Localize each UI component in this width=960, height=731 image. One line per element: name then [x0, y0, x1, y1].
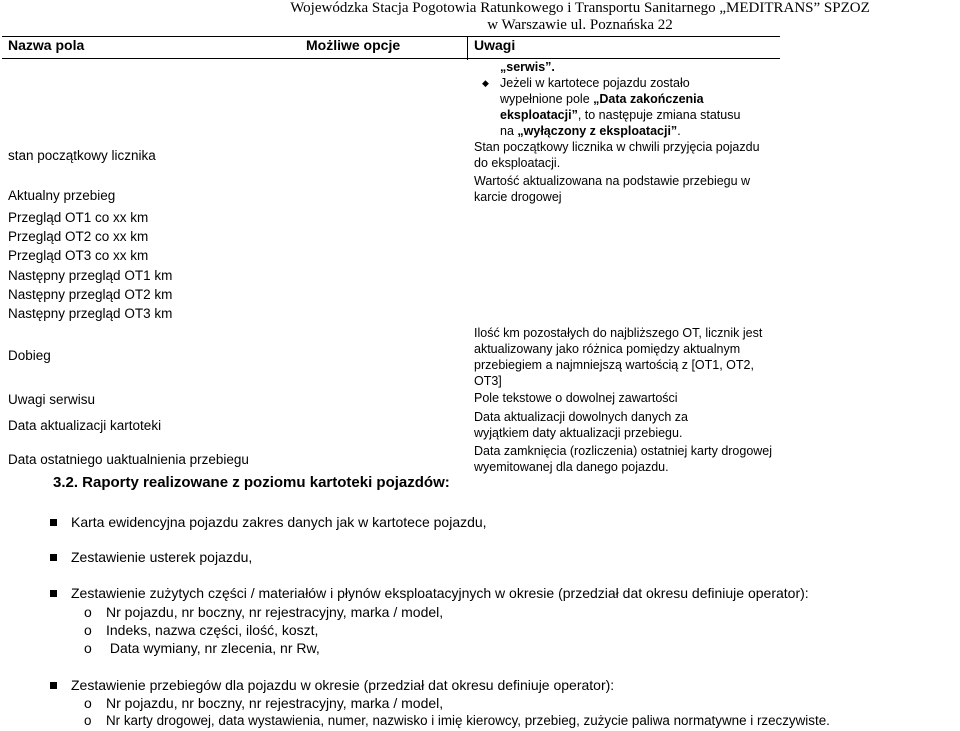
row-note: Stan początkowy licznika w chwili przyjęcia pojazdu do eksploatacji.	[474, 140, 760, 170]
row-note: Data aktualizacji dowolnych danych za wyjątkiem daty aktualizacji przebiegu.	[474, 410, 689, 440]
sub-marker: o	[84, 622, 92, 638]
row-name: Aktualny przebieg	[8, 188, 116, 203]
report-sub-text: Nr pojazdu, nr boczny, nr rejestracyjny, marka / model,	[106, 695, 444, 711]
square-bullet-icon	[50, 590, 57, 597]
column-header-notes: Uwagi	[474, 37, 516, 53]
report-bullet	[50, 584, 809, 602]
report-sub-text: Data wymiany, nr zlecenia, nr Rw,	[106, 640, 320, 656]
sub-marker: o	[84, 695, 92, 711]
report-bullet	[50, 676, 614, 694]
section-title: 3.2. Raporty realizowane z poziomu kartoteki pojazdów:	[53, 474, 450, 491]
top-note-bold-2: „wyłączony z eksploatacji”	[517, 124, 678, 138]
report-sub-item	[84, 621, 318, 639]
report-sub-item	[84, 694, 443, 712]
sub-marker: o	[84, 604, 92, 620]
square-bullet-icon	[50, 519, 57, 526]
row-name: Data ostatniego uaktualnienia przebiegu	[8, 452, 249, 467]
document-header	[270, 0, 890, 34]
row-name: Dobieg	[8, 348, 51, 363]
top-note-bullet-pre: Jeżeli w kartotece pojazdu zostało wypełnione pole	[500, 76, 690, 106]
report-sub-text: Indeks, nazwa części, ilość, koszt,	[106, 622, 319, 638]
report-sub-text: Nr karty drogowej, data wystawienia, numer, nazwisko i imię kierowcy, przebieg, zużycie paliwa normatywne i rzeczywiste.	[106, 713, 830, 728]
top-note-bullet	[480, 75, 750, 139]
report-bullet-text: Karta ewidencyjna pojazdu zakres danych jak w kartotece pojazdu,	[71, 514, 487, 530]
report-sub-item	[84, 603, 443, 621]
report-bullet	[50, 548, 252, 566]
row-name: Przegląd OT2 co xx km	[8, 229, 149, 244]
report-sub-item	[84, 639, 320, 657]
sub-marker: o	[84, 713, 92, 728]
row-name: Następny przegląd OT2 km	[8, 287, 173, 302]
report-bullet-text: Zestawienie przebiegów dla pojazdu w okresie (przedział dat okresu definiuje operator):	[71, 677, 615, 693]
square-bullet-icon	[50, 682, 57, 689]
row-name: stan początkowy licznika	[8, 148, 156, 163]
top-note-line1: „serwis”.	[500, 60, 555, 74]
report-bullet-text: Zestawienie usterek pojazdu,	[71, 549, 253, 565]
top-note-bullet-end: .	[677, 124, 681, 138]
top-note	[482, 59, 770, 139]
row-note: Wartość aktualizowana na podstawie przebiegu w karcie drogowej	[474, 174, 751, 204]
row-note: Ilość km pozostałych do najbliższego OT, licznik jest aktualizowany jako różnica pomiędzy aktualnym przebiegiem a najmniejszą wartością z [OT1, OT2, OT3]	[474, 326, 763, 388]
report-bullet-text: Zestawienie zużytych części / materiałów i płynów eksploatacyjnych w okresie (przedział dat okresu definiuje operator):	[71, 585, 809, 601]
sub-marker: o	[84, 640, 92, 656]
row-name: Przegląd OT3 co xx km	[8, 248, 149, 263]
row-note: Data zamknięcia (rozliczenia) ostatniej karty drogowej wyemitowanej dla danego pojazdu.	[474, 444, 773, 474]
table-divider	[467, 36, 468, 60]
diamond-bullet-icon: ◆	[482, 78, 489, 88]
row-name: Data aktualizacji kartoteki	[8, 418, 162, 433]
report-bullet	[50, 513, 487, 531]
row-name: Następny przegląd OT3 km	[8, 306, 173, 321]
row-name: Przegląd OT1 co xx km	[8, 210, 149, 225]
column-header-name: Nazwa pola	[8, 37, 85, 53]
top-note-bold-1: „Data zakończenia eksploatacji”	[500, 92, 704, 122]
square-bullet-icon	[50, 554, 57, 561]
column-header-options: Możliwe opcje	[306, 37, 401, 53]
top-note-bullet-mid: , to następuje zmiana statusu na	[500, 108, 741, 138]
row-note: Pole tekstowe o dowolnej zawartości	[474, 391, 678, 405]
row-name: Następny przegląd OT1 km	[8, 268, 173, 283]
report-sub-text: Nr pojazdu, nr boczny, nr rejestracyjny, marka / model,	[106, 604, 444, 620]
report-sub-item	[84, 712, 830, 730]
row-name: Uwagi serwisu	[8, 392, 96, 407]
header-line-1: Wojewódzka Stacja Pogotowia Ratunkowego i Transportu Sanitarnego „MEDITRANS” SPZOZ	[290, 0, 870, 16]
header-line-2: w Warszawie ul. Poznańska 22	[487, 17, 673, 33]
